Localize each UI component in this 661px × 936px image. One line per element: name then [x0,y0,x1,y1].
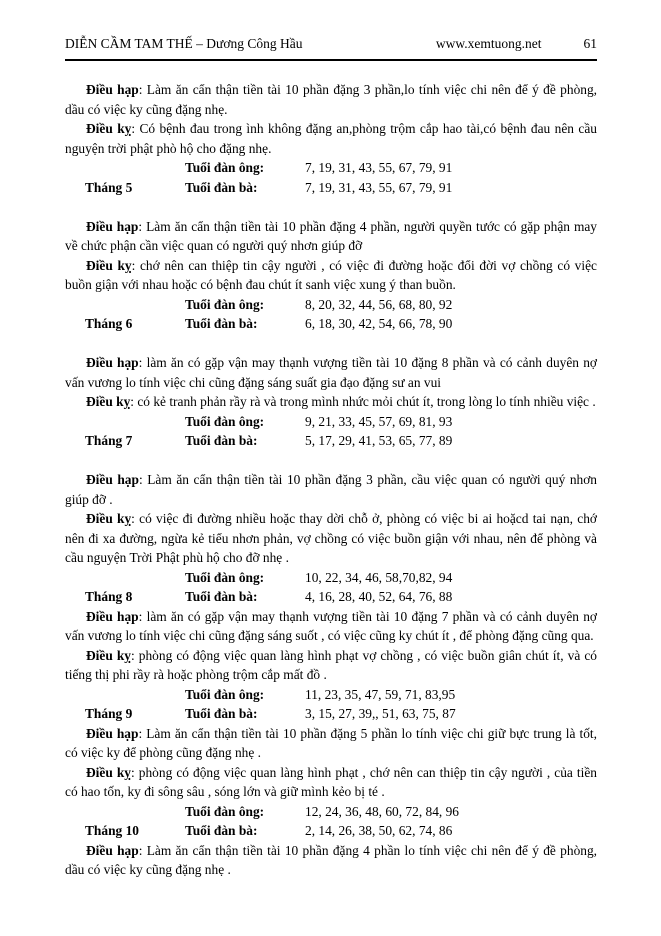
month-label: Tháng 6 [85,316,133,331]
women-ages-values: 3, 15, 27, 39,, 51, 63, 75, 87 [305,706,456,721]
hap-label: Điều hạp [86,472,139,487]
women-ages-label: Tuổi đàn bà: [185,823,258,838]
month-spacer [65,685,185,705]
ky-paragraph [65,256,597,295]
men-ages-label: Tuổi đàn ông: [185,160,265,175]
month-block-thang-7 [65,353,597,451]
hap-paragraph [65,80,597,119]
hap-label: Điều hạp [86,608,139,624]
ky-text: : Có bệnh đau trong ình không đặng an,phòng trộm cắp hao tài,có bệnh đau nên cầu nguyện trời phật phò hộ cho đặng nhẹ. [65,121,597,156]
month-spacer [65,158,185,178]
hap-label: Điều hạp [86,725,139,741]
month-block-thang-5 [65,80,597,197]
men-ages-values: 10, 22, 34, 46, 58,70,82, 94 [305,569,453,585]
month-block-thang-9 [65,607,597,724]
women-ages-values: 6, 18, 30, 42, 54, 66, 78, 90 [305,316,453,331]
women-ages-label: Tuổi đàn bà: [185,179,258,195]
hap-text: : Làm ăn cẩn thận tiền tài 10 phần đặng 3 phần,lo tính việc chi nên để ý đề phòng, dầu có việc ky cũng đặng nhẹ. [65,82,598,117]
hap-text: : làm ăn có gặp vận may thạnh vượng tiền tài 10 đặng 8 phần và có cảnh duyên nợ vấn vương lo tính việc chi cũng đặng sáng suất gia đạo đặng sư an vui [65,355,597,390]
month-label: Tháng 7 [85,433,133,448]
men-ages-row [65,802,597,822]
men-ages-values: 11, 23, 35, 47, 59, 71, 83,95 [305,686,456,702]
month-spacer [65,412,185,432]
ky-text: : có kẻ tranh phản rầy rà và trong mình nhức mỏi chút ít, trong lòng lo tính nhiều việc . [130,394,596,409]
book-title: DIỄN CẦM TAM THẾ – Dương Công Hầu [65,36,303,51]
women-ages-label: Tuổi đàn bà: [185,706,258,721]
website-url: www.xemtuong.net [435,36,542,51]
women-ages-row [65,178,597,198]
hap-paragraph [65,607,597,646]
ky-label: Điều kỵ [86,257,132,273]
closing-hap-text: : Làm ăn cẩn thận tiền tài 10 phần đặng 4 phần lo tính việc chi nên để ý đề phòng, dầu có việc ky cũng đặng nhẹ . [65,842,598,877]
hap-text: : Làm ăn cẩn thận tiền tài 10 phần đặng 5 phần lo tính việc chi giữ bực trung là tốt, có việc ky để phòng cũng đặng nhẹ . [65,725,597,760]
women-ages-row [65,821,597,841]
hap-label: Điều hạp [86,218,139,234]
ky-text: : phòng có động việc quan làng hình phạt , chớ nên can thiệp tin cậy người , của tiền có hao tốn, ky đi sông sâu , sóng lớn và giữ mình kẻo bị té . [65,764,598,799]
page-header [65,36,597,61]
women-ages-values: 4, 16, 28, 40, 52, 64, 76, 88 [305,589,453,604]
hap-paragraph [65,724,597,763]
month-label: Tháng 9 [85,706,133,721]
ky-label: Điều kỵ [86,121,132,136]
women-ages-row [65,314,597,334]
women-ages-label: Tuổi đàn bà: [185,433,258,448]
ky-paragraph [65,119,597,158]
men-ages-label: Tuổi đàn ông: [185,413,265,429]
hap-text: : làm ăn có gặp vận may thạnh vượng tiền tài 10 đặng 7 phần và có cảnh duyên nợ vấn vương lo tính việc chi cũng đặng sáng suốt , có việc cũng ky chút ít , để phòng đặng cũng qua. [65,608,597,643]
ky-paragraph [65,646,597,685]
hap-text: : Làm ăn cẩn thận tiền tài 10 phần đặng 3 phần, cầu việc quan có người quý nhơn giúp đỡ . [65,472,597,507]
men-ages-values: 8, 20, 32, 44, 56, 68, 80, 92 [305,296,453,312]
women-ages-label: Tuổi đàn bà: [185,589,258,604]
men-ages-row [65,295,597,315]
ky-text: : phòng có động việc quan làng hình phạt vợ chồng , có việc buồn giân chút ít, và có tiếng thị phi rầy rà hoặc phòng trộm cắp mất đồ . [65,647,597,682]
women-ages-values: 7, 19, 31, 43, 55, 67, 79, 91 [305,179,453,195]
hap-label: Điều hạp [86,82,139,97]
men-ages-row [65,568,597,588]
ky-label: Điều kỵ [86,647,131,663]
men-ages-label: Tuổi đàn ông: [185,803,265,819]
hap-paragraph [65,217,597,256]
month-spacer [65,568,185,588]
men-ages-values: 9, 21, 33, 45, 57, 69, 81, 93 [305,413,453,429]
month-label: Tháng 5 [85,179,133,195]
page-number: 61 [583,36,597,51]
hap-label: Điều hạp [86,842,139,858]
page-body [65,80,597,880]
women-ages-row [65,431,597,451]
ky-label: Điều kỵ [86,394,131,409]
month-spacer [65,295,185,315]
women-ages-row [65,704,597,724]
men-ages-row [65,412,597,432]
men-ages-row [65,158,597,178]
hap-paragraph [65,470,597,509]
closing-hap-paragraph [65,841,597,880]
women-ages-values: 2, 14, 26, 38, 50, 62, 74, 86 [305,823,453,838]
men-ages-label: Tuổi đàn ông: [185,686,265,702]
ky-paragraph [65,763,597,802]
women-ages-values: 5, 17, 29, 41, 53, 65, 77, 89 [305,433,453,448]
month-block-thang-6 [65,217,597,334]
men-ages-row [65,685,597,705]
ky-text: : chớ nên can thiệp tin cậy người , có việc đi đường hoặc đổi đời vợ chồng có việc buồn giận với nhau hoặc có bệnh đau chút ít sanh việc xung ý than buồn. [65,257,597,292]
men-ages-values: 12, 24, 36, 48, 60, 72, 84, 96 [305,803,459,819]
month-block-thang-10 [65,724,597,841]
ky-text: : có việc đi đường nhiều hoặc thay dời chỗ ở, phòng có việc bi ai hoặcd tai nạn, chớ nên đi xa đường, ngừa kẻ tiểu nhơn phản, vợ chồng có việc buồn giận với nhau, nên để phòng và cầu nguyện Trời Phật phù hộ cho đỡ nhẹ . [65,511,597,565]
ky-label: Điều kỵ [86,764,131,780]
men-ages-label: Tuổi đàn ông: [185,296,265,312]
month-block-thang-8 [65,470,597,607]
women-ages-label: Tuổi đàn bà: [185,316,258,331]
hap-label: Điều hạp [86,355,139,370]
women-ages-row [65,587,597,607]
month-label: Tháng 10 [85,823,139,838]
hap-text: : Làm ăn cẩn thận tiền tài 10 phần đặng 4 phần, người quyền tước có gặp phận may về chức phận cần việc quan có người quý nhơn giúp đỡ [65,218,598,253]
month-label: Tháng 8 [85,589,133,604]
hap-paragraph [65,353,597,392]
month-spacer [65,802,185,822]
ky-paragraph [65,509,597,568]
ky-paragraph [65,392,597,412]
men-ages-values: 7, 19, 31, 43, 55, 67, 79, 91 [305,160,453,175]
ky-label: Điều kỵ [86,511,132,526]
men-ages-label: Tuổi đàn ông: [185,569,265,585]
